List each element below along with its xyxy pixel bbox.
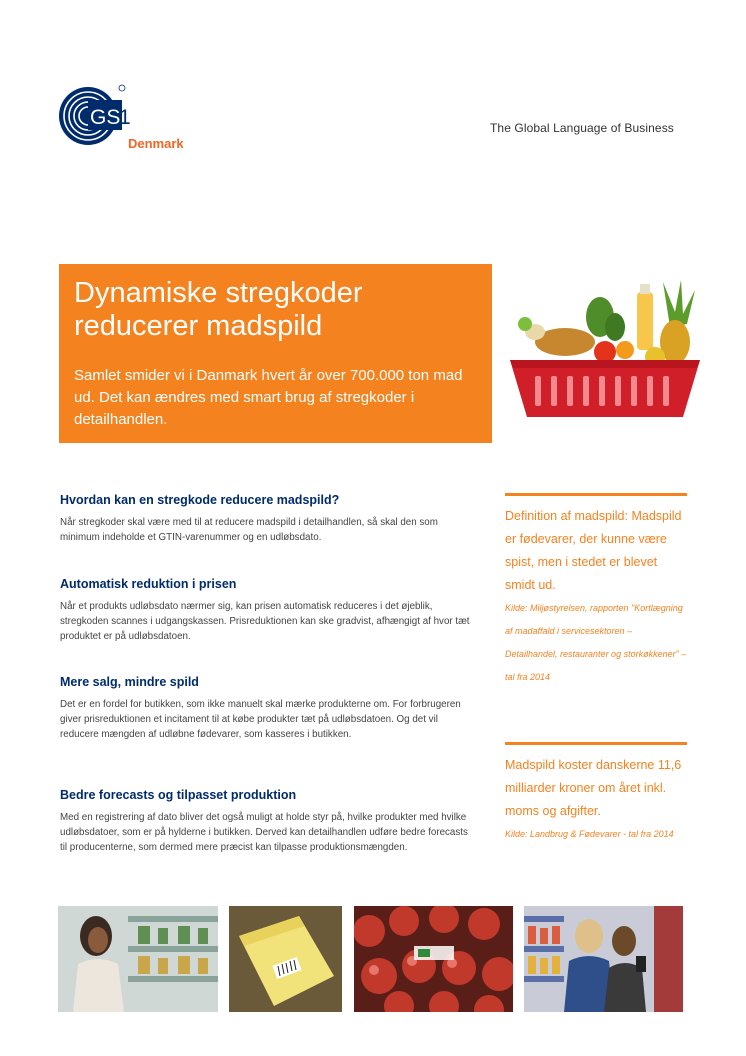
section-body: Når stregkoder skal være med til at reducere madspild i detailhandlen, så skal den som minimum indeholde et GTIN-varenummer og en udløbsdato. (60, 517, 438, 543)
svg-text:1: 1 (119, 106, 131, 129)
section-heading: Automatisk reduktion i prisen (60, 577, 237, 591)
fact-source: Kilde: Miljøstyrelsen, rapporten "Kortlægning af madaffald i servicesektoren – Detailhandel, restauranter og storkøkkener" – tal fra 2014 (505, 603, 687, 682)
fact-text: Madspild koster danskerne 11,6 milliarder kroner om året inkl. moms og afgifter. (505, 758, 682, 818)
logo-country: Denmark (128, 136, 184, 151)
apples-photo-icon (354, 906, 513, 1012)
scanning-photo-icon (524, 906, 683, 1012)
section-body: Det er en fordel for butikken, som ikke manuelt skal mærke produkterne om. For forbrugeren giver prisreduktionen et incitament til at købe produkter tæt på udløbsdatoen. Og det vil reducere mængden af udløbne fødevarer, som kasseres i butikken. (60, 699, 461, 740)
fact-text: Definition af madspild: Madspild er fødevarer, der kunne være spist, men i stedet er blevet smidt ud. (505, 509, 682, 592)
shopping-basket-image (505, 272, 705, 422)
page-title: Dynamiske stregkoder reducerer madspild (74, 277, 363, 342)
section-heading: Bedre forecasts og tilpasset produktion (60, 788, 297, 802)
shopper-photo-icon (58, 906, 218, 1012)
tagline: The Global Language of Business (490, 121, 674, 135)
section-body: Når et produkts udløbsdato nærmer sig, kan prisen automatisk reduceres i det øjeblik, stregkoden scannes i udgangskassen. Prisreduktionen kan ske gradvist, afhængigt af hvor tæt produktet er på udløbsdatoen. (60, 601, 470, 642)
section-how (60, 493, 470, 545)
divider (505, 742, 687, 745)
hero-banner (59, 264, 492, 443)
svg-text:GS: GS (90, 106, 121, 129)
cheese-photo-icon (229, 906, 342, 1012)
photo-scanning (524, 906, 683, 1012)
basket-icon (505, 272, 705, 422)
section-sales (60, 675, 470, 742)
photo-cheese (229, 906, 342, 1012)
section-price (60, 577, 470, 644)
photo-shopper (58, 906, 218, 1012)
fact-box-definition (505, 493, 687, 689)
fact-source: Kilde: Landbrug & Fødevarer - tal fra 2014 (505, 829, 674, 839)
divider (505, 493, 687, 496)
hero-lead: Samlet smider vi i Danmark hvert år over 700.000 ton mad ud. Det kan ændres med smart brug af stregkoder i detailhandlen. (74, 367, 463, 428)
fact-box-cost (505, 742, 687, 846)
section-heading: Hvordan kan en stregkode reducere madspild? (60, 493, 340, 507)
section-body: Med en registrering af dato bliver det også muligt at holde styr på, hvilke produkter med hvilke udløbsdatoer, som er på hylderne i butikken. Derved kan detailhandlen udføre bedre forecasts til producenterne, som dermed mere præcist kan tilpasse produktionsmængden. (60, 812, 468, 853)
photo-apples (354, 906, 513, 1012)
section-heading: Mere salg, mindre spild (60, 675, 199, 689)
section-forecasts (60, 788, 470, 855)
